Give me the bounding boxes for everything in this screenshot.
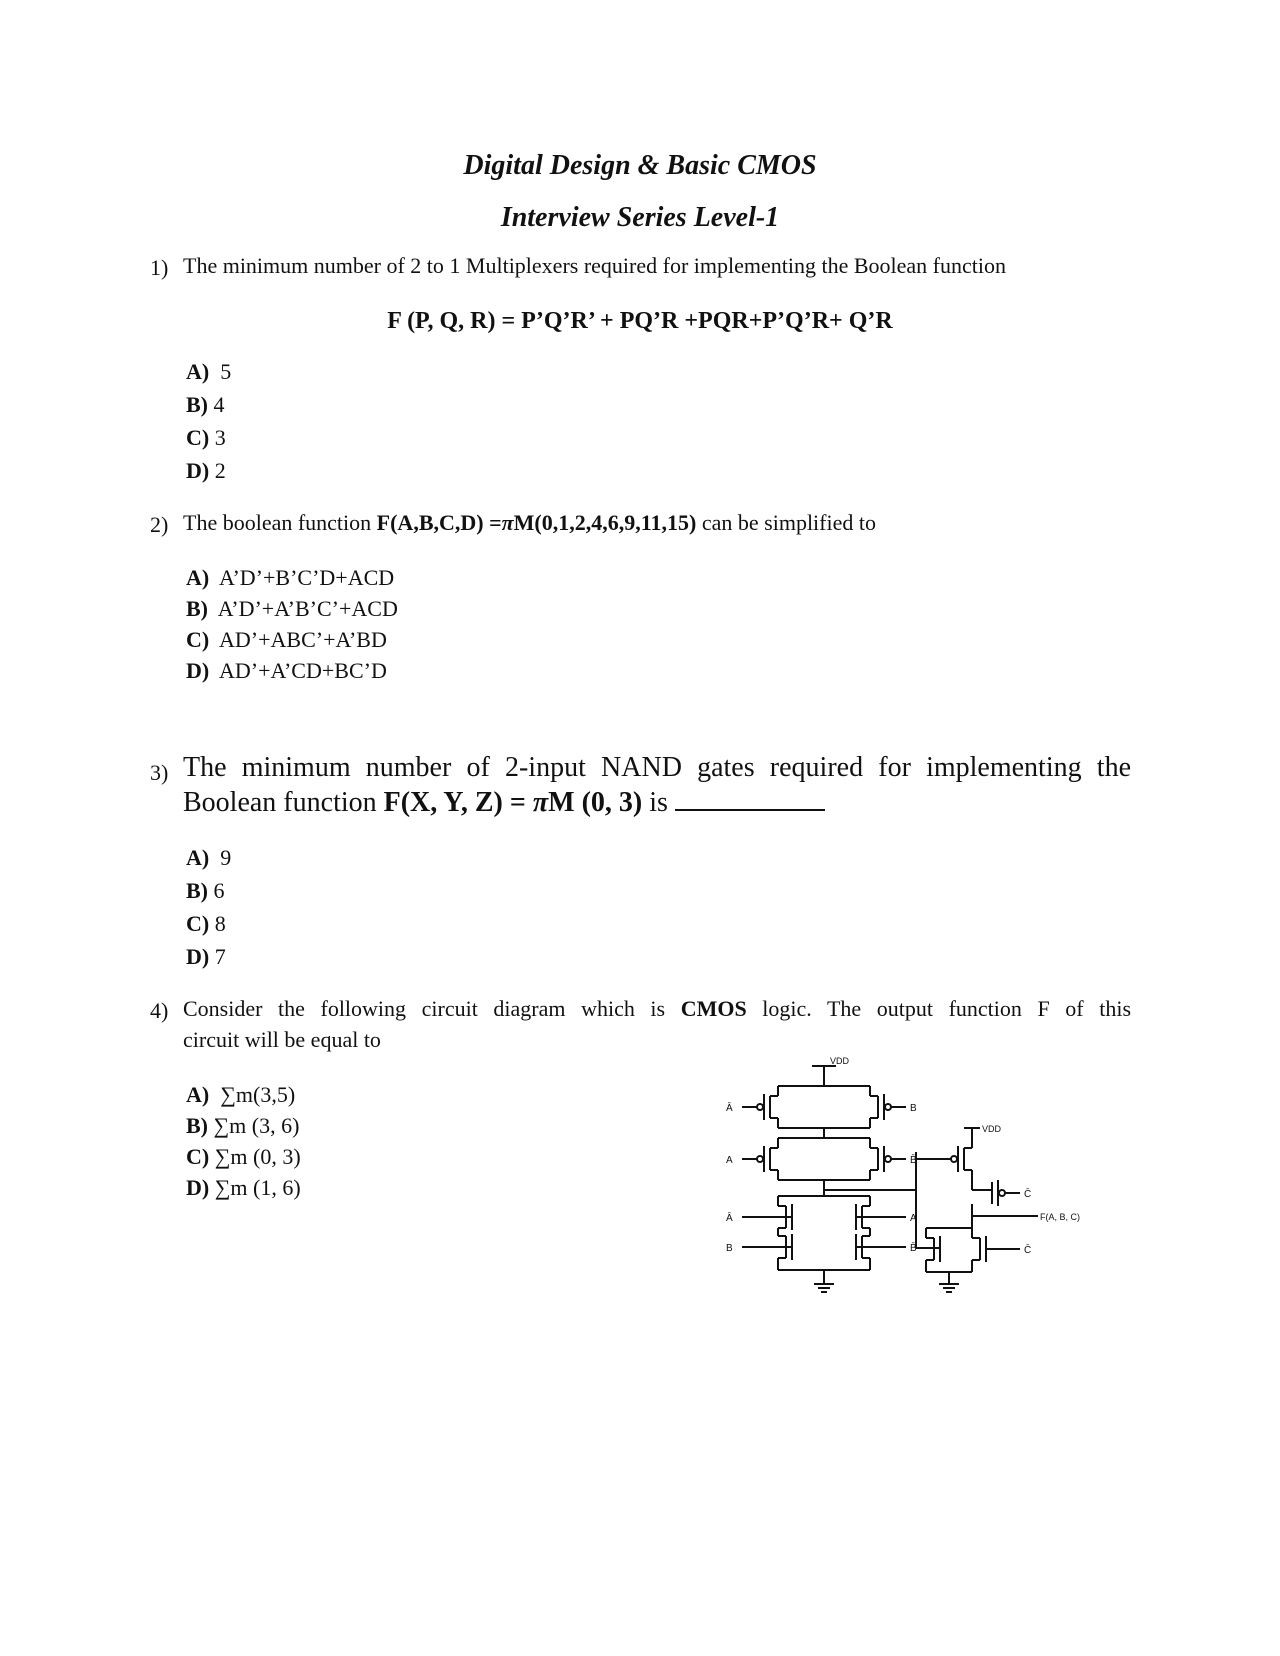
option-label: B) <box>186 1113 208 1138</box>
vdd-label-2: VDD <box>982 1124 1002 1134</box>
pmos-cbar-top <box>972 1180 1020 1206</box>
option-text: 5 <box>220 359 232 384</box>
input-abar-top-label: Ā <box>726 1103 733 1114</box>
cmos-circuit-diagram <box>720 1050 1100 1320</box>
question-3-maxterms: M (0, 3) <box>548 787 643 818</box>
input-cbar-bot-label: C̄ <box>1024 1245 1032 1256</box>
option-label: D) <box>186 458 210 483</box>
nmos-a-right <box>856 1196 906 1230</box>
question-3-option-d[interactable] <box>186 941 226 973</box>
option-text: 4 <box>213 392 225 417</box>
question-3-option-a[interactable] <box>186 842 231 874</box>
option-text: ∑m (3, 6) <box>213 1113 300 1138</box>
option-text: A’D’+B’C’D+ACD <box>219 565 395 590</box>
question-2-maxterms: M(0,1,2,4,6,9,11,15) <box>513 510 697 535</box>
option-text: ∑m (0, 3) <box>214 1144 301 1169</box>
option-text: 3 <box>214 425 226 450</box>
document-title: Digital Design & Basic CMOS <box>463 150 817 181</box>
question-2-function: F(A,B,C,D) = <box>376 510 502 535</box>
input-a-mid-label: A <box>726 1155 733 1166</box>
output-label: F(A, B, C) <box>1040 1212 1080 1222</box>
option-text: ∑m (1, 6) <box>214 1175 301 1200</box>
option-text: AD’+ABC’+A’BD <box>219 627 387 652</box>
option-label: B) <box>186 596 208 621</box>
pmos-bbar-mid <box>870 1138 906 1180</box>
option-label: A) <box>186 845 210 870</box>
pmos-b-top <box>870 1086 906 1128</box>
option-text: 6 <box>213 878 225 903</box>
option-label: C) <box>186 911 210 936</box>
nmos-inverter <box>916 1228 940 1272</box>
question-2-text-post: can be simplified to <box>696 510 876 535</box>
option-label: C) <box>186 627 210 652</box>
document-subtitle: Interview Series Level-1 <box>500 202 780 233</box>
option-text: 8 <box>214 911 226 936</box>
option-label: C) <box>186 425 210 450</box>
option-label: C) <box>186 1144 210 1169</box>
option-label: D) <box>186 944 210 969</box>
option-label: A) <box>186 565 210 590</box>
question-2-option-a[interactable] <box>186 562 394 594</box>
question-3-line-1: The minimum number of 2-input NAND gates required for implementing the <box>183 752 1131 783</box>
question-1-option-a[interactable] <box>186 356 231 388</box>
question-4-option-d[interactable] <box>186 1172 301 1204</box>
question-4-cmos: CMOS <box>680 996 747 1021</box>
ground-symbol-2 <box>939 1284 959 1292</box>
option-text: 9 <box>220 845 232 870</box>
pi-symbol: π <box>532 787 549 818</box>
pmos-abar-top <box>742 1086 778 1128</box>
question-1-formula: F (P, Q, R) = P’Q’R’ + PQ’R +PQR+P’Q’R+ Q’R <box>387 308 893 334</box>
nmos-abar-bot <box>742 1196 792 1230</box>
nmos-cbar-bot <box>972 1228 1020 1272</box>
question-2-number: 2) <box>150 512 169 537</box>
question-1-option-c[interactable] <box>186 422 226 454</box>
question-1-number: 1) <box>150 255 169 280</box>
question-2-text-pre: The boolean function <box>183 510 377 535</box>
option-text: A’D’+A’B’C’+ACD <box>217 596 398 621</box>
question-3-text-pre: Boolean function <box>183 787 384 818</box>
nmos-b-bot <box>742 1228 792 1270</box>
nmos-bbar-right <box>856 1228 906 1270</box>
pmos-a-mid <box>742 1138 778 1180</box>
question-1-option-d[interactable] <box>186 455 226 487</box>
input-abar-bot-label: Ā <box>726 1213 733 1224</box>
question-4-text-post: logic. The output function F of this <box>746 996 1132 1021</box>
question-2-option-d[interactable] <box>186 655 387 687</box>
question-3-option-c[interactable] <box>186 908 226 940</box>
question-1-option-b[interactable] <box>186 389 225 421</box>
question-4-option-a[interactable] <box>186 1079 295 1111</box>
option-label: B) <box>186 392 208 417</box>
option-text: ∑m(3,5) <box>220 1082 296 1107</box>
input-b-bot-label: B <box>726 1243 733 1254</box>
option-label: D) <box>186 1175 210 1200</box>
input-b-top-label: B <box>910 1103 917 1114</box>
option-label: A) <box>186 359 210 384</box>
vdd-symbol <box>812 1066 836 1080</box>
input-bbar-mid-label: B̄ <box>910 1155 917 1166</box>
option-text: 2 <box>214 458 226 483</box>
input-a-right-label: A <box>910 1213 917 1224</box>
question-4-text-pre: Consider the following circuit diagram which is <box>183 996 681 1021</box>
question-4-line-1 <box>183 993 1131 1025</box>
question-4-number: 4) <box>150 998 169 1023</box>
question-3-line-2 <box>183 785 1183 820</box>
question-4-line-2: circuit will be equal to <box>183 1027 381 1052</box>
pmos-inverter <box>916 1142 972 1190</box>
option-text: 7 <box>214 944 226 969</box>
input-cbar-top-label: C̄ <box>1024 1189 1032 1200</box>
question-4-option-c[interactable] <box>186 1141 301 1173</box>
option-label: A) <box>186 1082 210 1107</box>
question-2-option-c[interactable] <box>186 624 387 656</box>
option-label: B) <box>186 878 208 903</box>
question-3-text-post: is <box>642 787 668 818</box>
question-3-function: F(X, Y, Z) = <box>383 787 533 818</box>
vdd-symbol-2 <box>964 1128 980 1142</box>
vdd-label: VDD <box>830 1056 850 1066</box>
ground-symbol <box>814 1284 834 1292</box>
input-bbar-right-label: B̄ <box>910 1243 917 1254</box>
question-2-text <box>183 507 1183 539</box>
question-2-option-b[interactable] <box>186 593 398 625</box>
answer-blank <box>675 785 825 811</box>
question-4-option-b[interactable] <box>186 1110 299 1142</box>
option-label: D) <box>186 658 210 683</box>
pi-symbol: π <box>501 510 514 535</box>
option-text: AD’+A’CD+BC’D <box>219 658 387 683</box>
question-1-text: The minimum number of 2 to 1 Multiplexers required for implementing the Boolean function <box>183 253 1006 278</box>
question-3-number: 3) <box>150 760 169 785</box>
question-3-option-b[interactable] <box>186 875 225 907</box>
